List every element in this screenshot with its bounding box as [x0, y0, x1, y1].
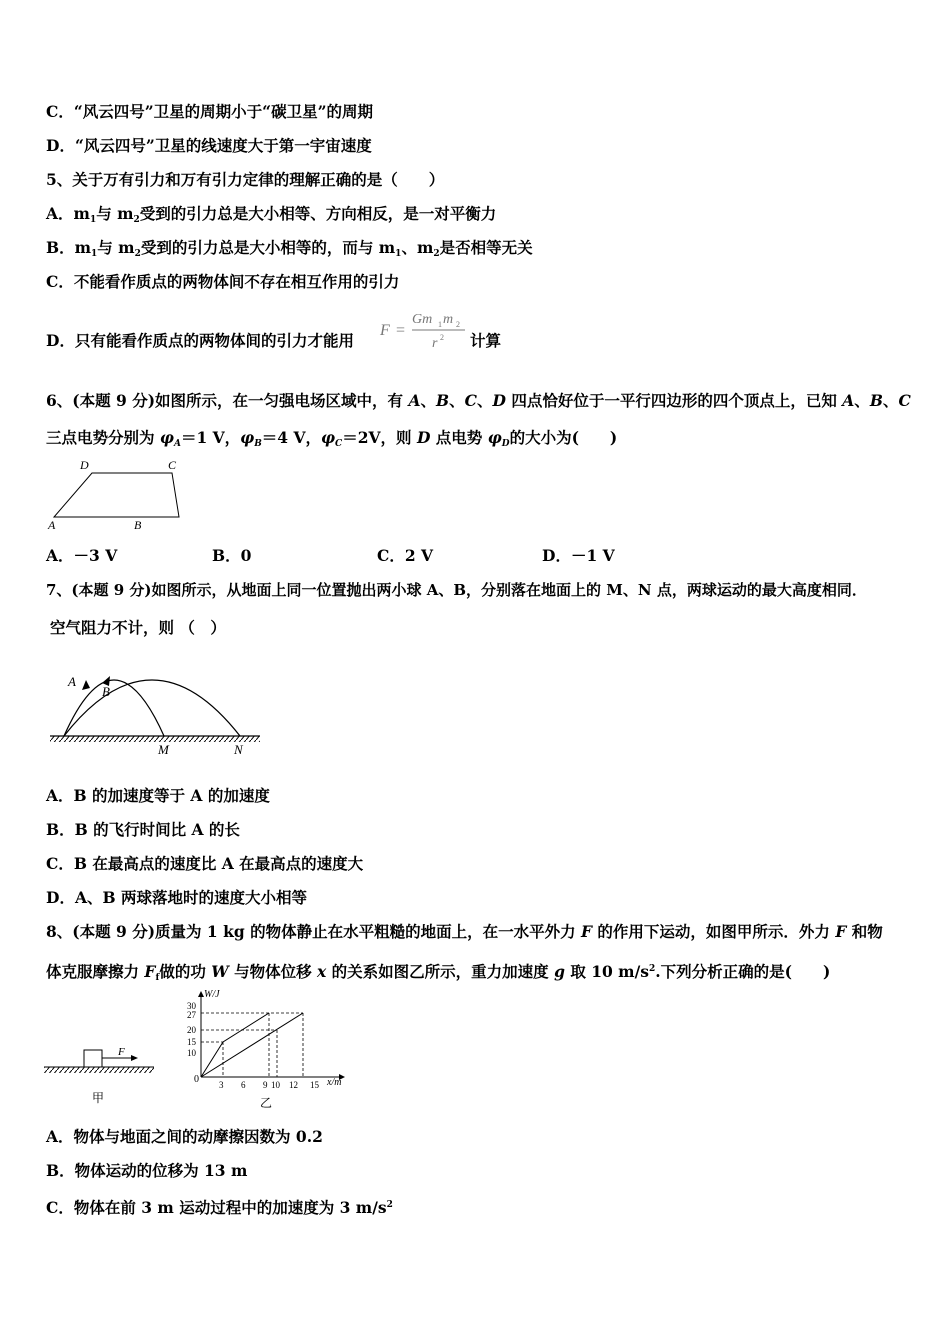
x-axis-label: x/m [327, 1077, 342, 1088]
q8-option-c: C．物体在前 3 m 运动过程中的加速度为 3 $m/s^2$ [46, 1198, 393, 1217]
q4-option-c: C．“风云四号”卫星的周期小于“碳卫星”的周期 [46, 102, 373, 121]
x-tick-12: 12 [289, 1080, 298, 1090]
q5-option-c: C．不能看作质点的两物体间不存在相互作用的引力 [46, 272, 400, 291]
q5-option-b: B．$m_1$与 $m_2$受到的引力总是大小相等的，而与 $m_1$、$m_2$是否相等无关 [46, 238, 533, 259]
label-b: B [102, 684, 110, 699]
q5-option-a: A．$m_1$与 $m_2$受到的引力总是大小相等、方向相反，是一对平衡力 [46, 204, 497, 225]
trajectory-a [64, 680, 164, 736]
gravitation-formula [376, 305, 470, 355]
x-tick-9: 9 [263, 1080, 268, 1090]
q6-option-c: C．2 V [377, 546, 434, 565]
fig-jia-label: 甲 [92, 1091, 105, 1105]
q4-option-d: D．“风云四号”卫星的线速度大于第一宇宙速度 [46, 136, 372, 155]
fig-yi-label: 乙 [260, 1096, 273, 1110]
line-friction-work [201, 1013, 303, 1077]
q8-stem-line2: 体克服摩擦力 $F_f$做的功 W 与物体位移 x 的关系如图乙所示，重力加速度 g 取 10 $m/s^2$.下列分析正确的是( ) [46, 962, 831, 983]
label-b: B [134, 518, 142, 532]
projectile-figure [46, 650, 266, 760]
formula-gm: Gm [412, 312, 433, 327]
label-m: M [158, 742, 169, 757]
y-tick-20: 20 [187, 1025, 196, 1035]
q6-option-a: A．－3 V [46, 546, 118, 565]
q5-option-d-pre: D．只有能看作质点的两物体间的引力才能用 [46, 331, 354, 350]
x-tick-10: 10 [271, 1080, 280, 1090]
formula-sup: 2 [440, 333, 444, 342]
q5-option-d-post: 计算 [470, 331, 502, 350]
q7-stem-line2: 空气阻力不计，则 （ ） [50, 618, 226, 637]
q7-stem-line1: 7、(本题 9 分)如图所示，从地面上同一位置抛出两小球 A、B，分别落在地面上的 M、N 点，两球运动的最大高度相同． [46, 581, 867, 599]
formula-sub1: 1 [438, 320, 442, 329]
fig-jia [42, 1040, 162, 1110]
line-f-work [201, 1013, 269, 1077]
formula-m: m [443, 312, 454, 327]
formula-r: r [432, 336, 438, 351]
origin-label: 0 [194, 1074, 199, 1085]
q6-stem-line2: 三点电势分别为 $\varphi_A=1$ V，$\varphi_B=4$ V，$\varphi_C=2V$，则 D 点电势 $\varphi_D$的大小为( ) [46, 428, 618, 449]
q7-option-c: C．B 在最高点的速度比 A 在最高点的速度大 [46, 854, 364, 873]
formula-sub2: 2 [456, 320, 460, 329]
y-tick-10: 10 [187, 1048, 196, 1058]
fig-yi-graph [185, 985, 355, 1110]
q8-option-b: B．物体运动的位移为 13 m [46, 1161, 248, 1180]
q6-option-d: D．－1 V [542, 546, 615, 565]
trajectory-b [64, 680, 240, 736]
q6-stem-line1: 6、(本题 9 分)如图所示，在一匀强电场区域中，有 A、B、C、D 四点恰好位于一平行四边形的四个顶点上，已知 A、B、C [46, 391, 911, 410]
q7-option-a: A．B 的加速度等于 A 的加速度 [46, 786, 270, 805]
y-tick-27: 27 [187, 1010, 196, 1020]
label-a: A [48, 518, 56, 532]
label-n: N [234, 742, 243, 757]
y-tick-30: 30 [187, 1001, 196, 1011]
q5-stem: 5、关于万有引力和万有引力定律的理解正确的是（ ） [46, 170, 445, 189]
parallelogram-figure [44, 455, 194, 535]
y-axis-label: W/J [204, 989, 220, 1000]
q8-option-a: A．物体与地面之间的动摩擦因数为 0.2 [46, 1127, 323, 1146]
formula-eq: = [396, 322, 406, 339]
q8-stem-line1: 8、(本题 9 分)质量为 1 kg 的物体静止在水平粗糙的地面上，在一水平外力 F 的作用下运动，如图甲所示．外力 F 和物 [46, 922, 883, 941]
formula-f: F [380, 322, 390, 339]
ground-hatch [44, 1067, 154, 1073]
label-a: A [68, 674, 76, 689]
arrow-a-icon [82, 680, 90, 690]
x-tick-6: 6 [241, 1080, 246, 1090]
y-tick-15: 15 [187, 1037, 196, 1047]
force-arrow-icon [131, 1055, 138, 1061]
parallelogram [54, 473, 179, 517]
q6-option-b: B．0 [212, 546, 252, 565]
x-tick-3: 3 [219, 1080, 224, 1090]
q7-option-b: B．B 的飞行时间比 A 的长 [46, 820, 240, 839]
block [84, 1050, 102, 1067]
label-d: D [80, 458, 89, 472]
force-label: F [118, 1046, 125, 1058]
x-tick-15: 15 [310, 1080, 319, 1090]
label-c: C [168, 458, 177, 472]
q7-option-d: D．A、B 两球落地时的速度大小相等 [46, 888, 307, 907]
ground-hatch [50, 736, 260, 742]
